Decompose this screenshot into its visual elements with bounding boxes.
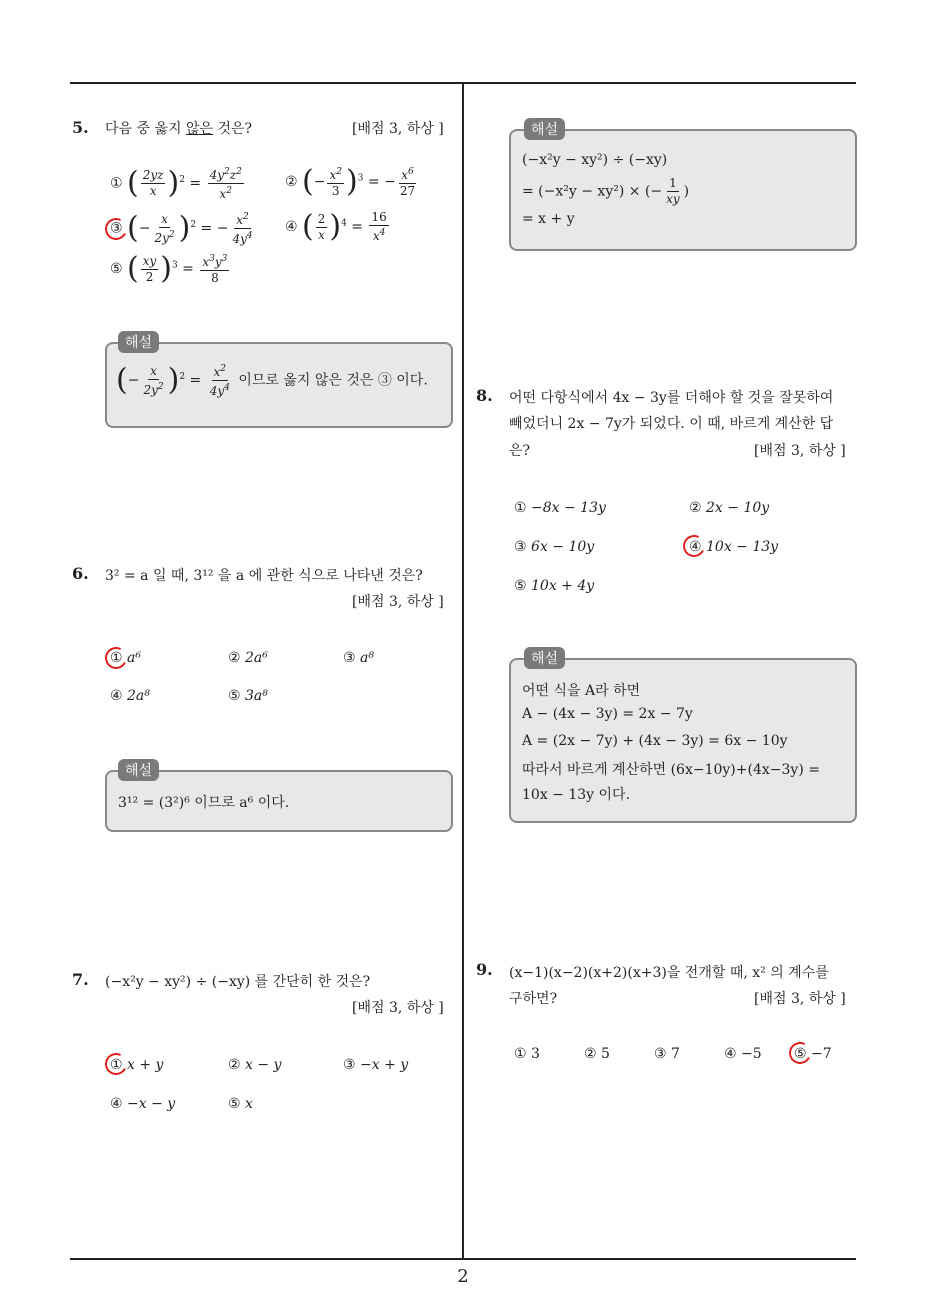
q5-solution-text: (− $\frac{x}{2y^2}$ )$^2$ = $\frac{x^2}{4y^4}$ 이므로 옳지 않은 것은 ③ 이다. <box>116 362 428 398</box>
q5-option-1[interactable]: ① ( $\frac{2yz}{x}$ )$^2$ = $\frac{4y^2z^2}{x^2}$ <box>110 165 242 201</box>
q8-option-2[interactable]: ② 2x − 10y <box>689 500 770 516</box>
q7-solution-line3: = x + y <box>522 211 575 227</box>
q6-answer-circle <box>102 644 130 672</box>
q7-option-2[interactable]: ② x − y <box>228 1057 282 1073</box>
q9-number: 9. <box>476 960 493 979</box>
q8-question-line3: 은? <box>509 443 531 459</box>
q6-option-5[interactable]: ⑤ 3a⁸ <box>228 688 268 704</box>
q6-option-4[interactable]: ④ 2a⁸ <box>110 688 150 704</box>
q8-solution-tag: 해설 <box>524 647 565 669</box>
q7-number: 7. <box>72 970 89 989</box>
q8-question-line2: 빼었더니 2x − 7y가 되었다. 이 때, 바르게 계산한 답 <box>509 416 834 432</box>
q9-option-2[interactable]: ② 5 <box>584 1046 610 1062</box>
q5-solution-tag: 해설 <box>118 331 159 353</box>
q7-answer-circle <box>102 1050 130 1078</box>
q7-option-1[interactable]: ① x + y <box>110 1057 164 1073</box>
q6-solution-text: 3¹² = (3²)⁶ 이므로 a⁶ 이다. <box>118 795 290 811</box>
q9-answer-circle <box>786 1039 814 1067</box>
q5-question-text: 다음 중 옳지 않은 것은? <box>105 121 253 137</box>
q6-question-text: 3² = a 일 때, 3¹² 을 a 에 관한 식으로 나타낸 것은? <box>105 568 423 584</box>
q5-points: [배점 3, 하상 ] <box>352 121 444 137</box>
q5-option-4[interactable]: ④ ( $\frac{2}{x}$ )$^4$ = $\frac{16}{x^4}$ <box>285 209 387 244</box>
q7-option-3[interactable]: ③ −x + y <box>343 1057 409 1073</box>
q8-solution-line: A = (2x − 7y) + (4x − 3y) = 6x − 10y <box>522 733 788 749</box>
q8-question-line1: 어떤 다항식에서 4x − 3y를 더해야 할 것을 잘못하여 <box>509 390 834 406</box>
q5-number: 5. <box>72 118 89 137</box>
page-number: 2 <box>457 1266 469 1287</box>
q8-solution-line: 따라서 바르게 계산하면 (6x−10y)+(4x−3y) = <box>522 762 820 778</box>
q5-option-2[interactable]: ② (− $\frac{x^2}{3}$ )$^3$ = − $\frac{x^6}{27}$ <box>285 164 416 199</box>
q6-solution-tag: 해설 <box>118 759 159 781</box>
bottom-rule <box>70 1258 856 1260</box>
q6-option-1[interactable]: ① a⁶ <box>110 650 141 666</box>
q5-option-3[interactable]: ③ (− $\frac{x}{2y^2}$ )$^2$ = − $\frac{x^2}{4y^4}$ <box>110 210 253 246</box>
q8-solution-line: 어떤 식을 A라 하면 <box>522 683 641 699</box>
q6-option-3[interactable]: ③ a⁸ <box>343 650 374 666</box>
q6-option-2[interactable]: ② 2a⁶ <box>228 650 268 666</box>
q9-question-line1: (x−1)(x−2)(x+2)(x+3)을 전개할 때, x² 의 계수를 <box>509 965 829 981</box>
q7-solution-line1: (−x²y − xy²) ÷ (−xy) <box>522 152 668 168</box>
q8-option-5[interactable]: ⑤ 10x + 4y <box>514 578 595 594</box>
q8-option-4[interactable]: ④ 10x − 13y <box>689 539 779 555</box>
q7-solution-line2: = (−x²y − xy²) × (− $\frac{1}{xy}$ ) <box>522 176 690 206</box>
q8-points: [배점 3, 하상 ] <box>754 443 846 459</box>
q7-solution-tag: 해설 <box>524 118 565 140</box>
q8-solution-line: A − (4x − 3y) = 2x − 7y <box>522 706 693 722</box>
q8-number: 8. <box>476 386 493 405</box>
q7-option-4[interactable]: ④ −x − y <box>110 1096 176 1112</box>
q9-question-line2: 구하면? <box>509 991 558 1007</box>
q9-option-3[interactable]: ③ 7 <box>654 1046 680 1062</box>
q6-number: 6. <box>72 564 89 583</box>
q8-answer-circle <box>680 532 708 560</box>
q8-solution-line: 10x − 13y 이다. <box>522 787 631 803</box>
q5-option-5[interactable]: ⑤ ( $\frac{xy}{2}$ )$^3$ = $\frac{x^3y^3}{8}$ <box>110 251 228 286</box>
column-divider <box>462 84 464 1260</box>
q9-option-1[interactable]: ① 3 <box>514 1046 540 1062</box>
q9-option-5[interactable]: ⑤ −7 <box>794 1046 832 1062</box>
q9-points: [배점 3, 하상 ] <box>754 991 846 1007</box>
q9-option-4[interactable]: ④ −5 <box>724 1046 762 1062</box>
q8-option-1[interactable]: ① −8x − 13y <box>514 500 606 516</box>
q7-question-text: (−x²y − xy²) ÷ (−xy) 를 간단히 한 것은? <box>105 974 371 990</box>
q6-points: [배점 3, 하상 ] <box>352 594 444 610</box>
q8-option-3[interactable]: ③ 6x − 10y <box>514 539 595 555</box>
q7-option-5[interactable]: ⑤ x <box>228 1096 253 1112</box>
q7-points: [배점 3, 하상 ] <box>352 1000 444 1016</box>
